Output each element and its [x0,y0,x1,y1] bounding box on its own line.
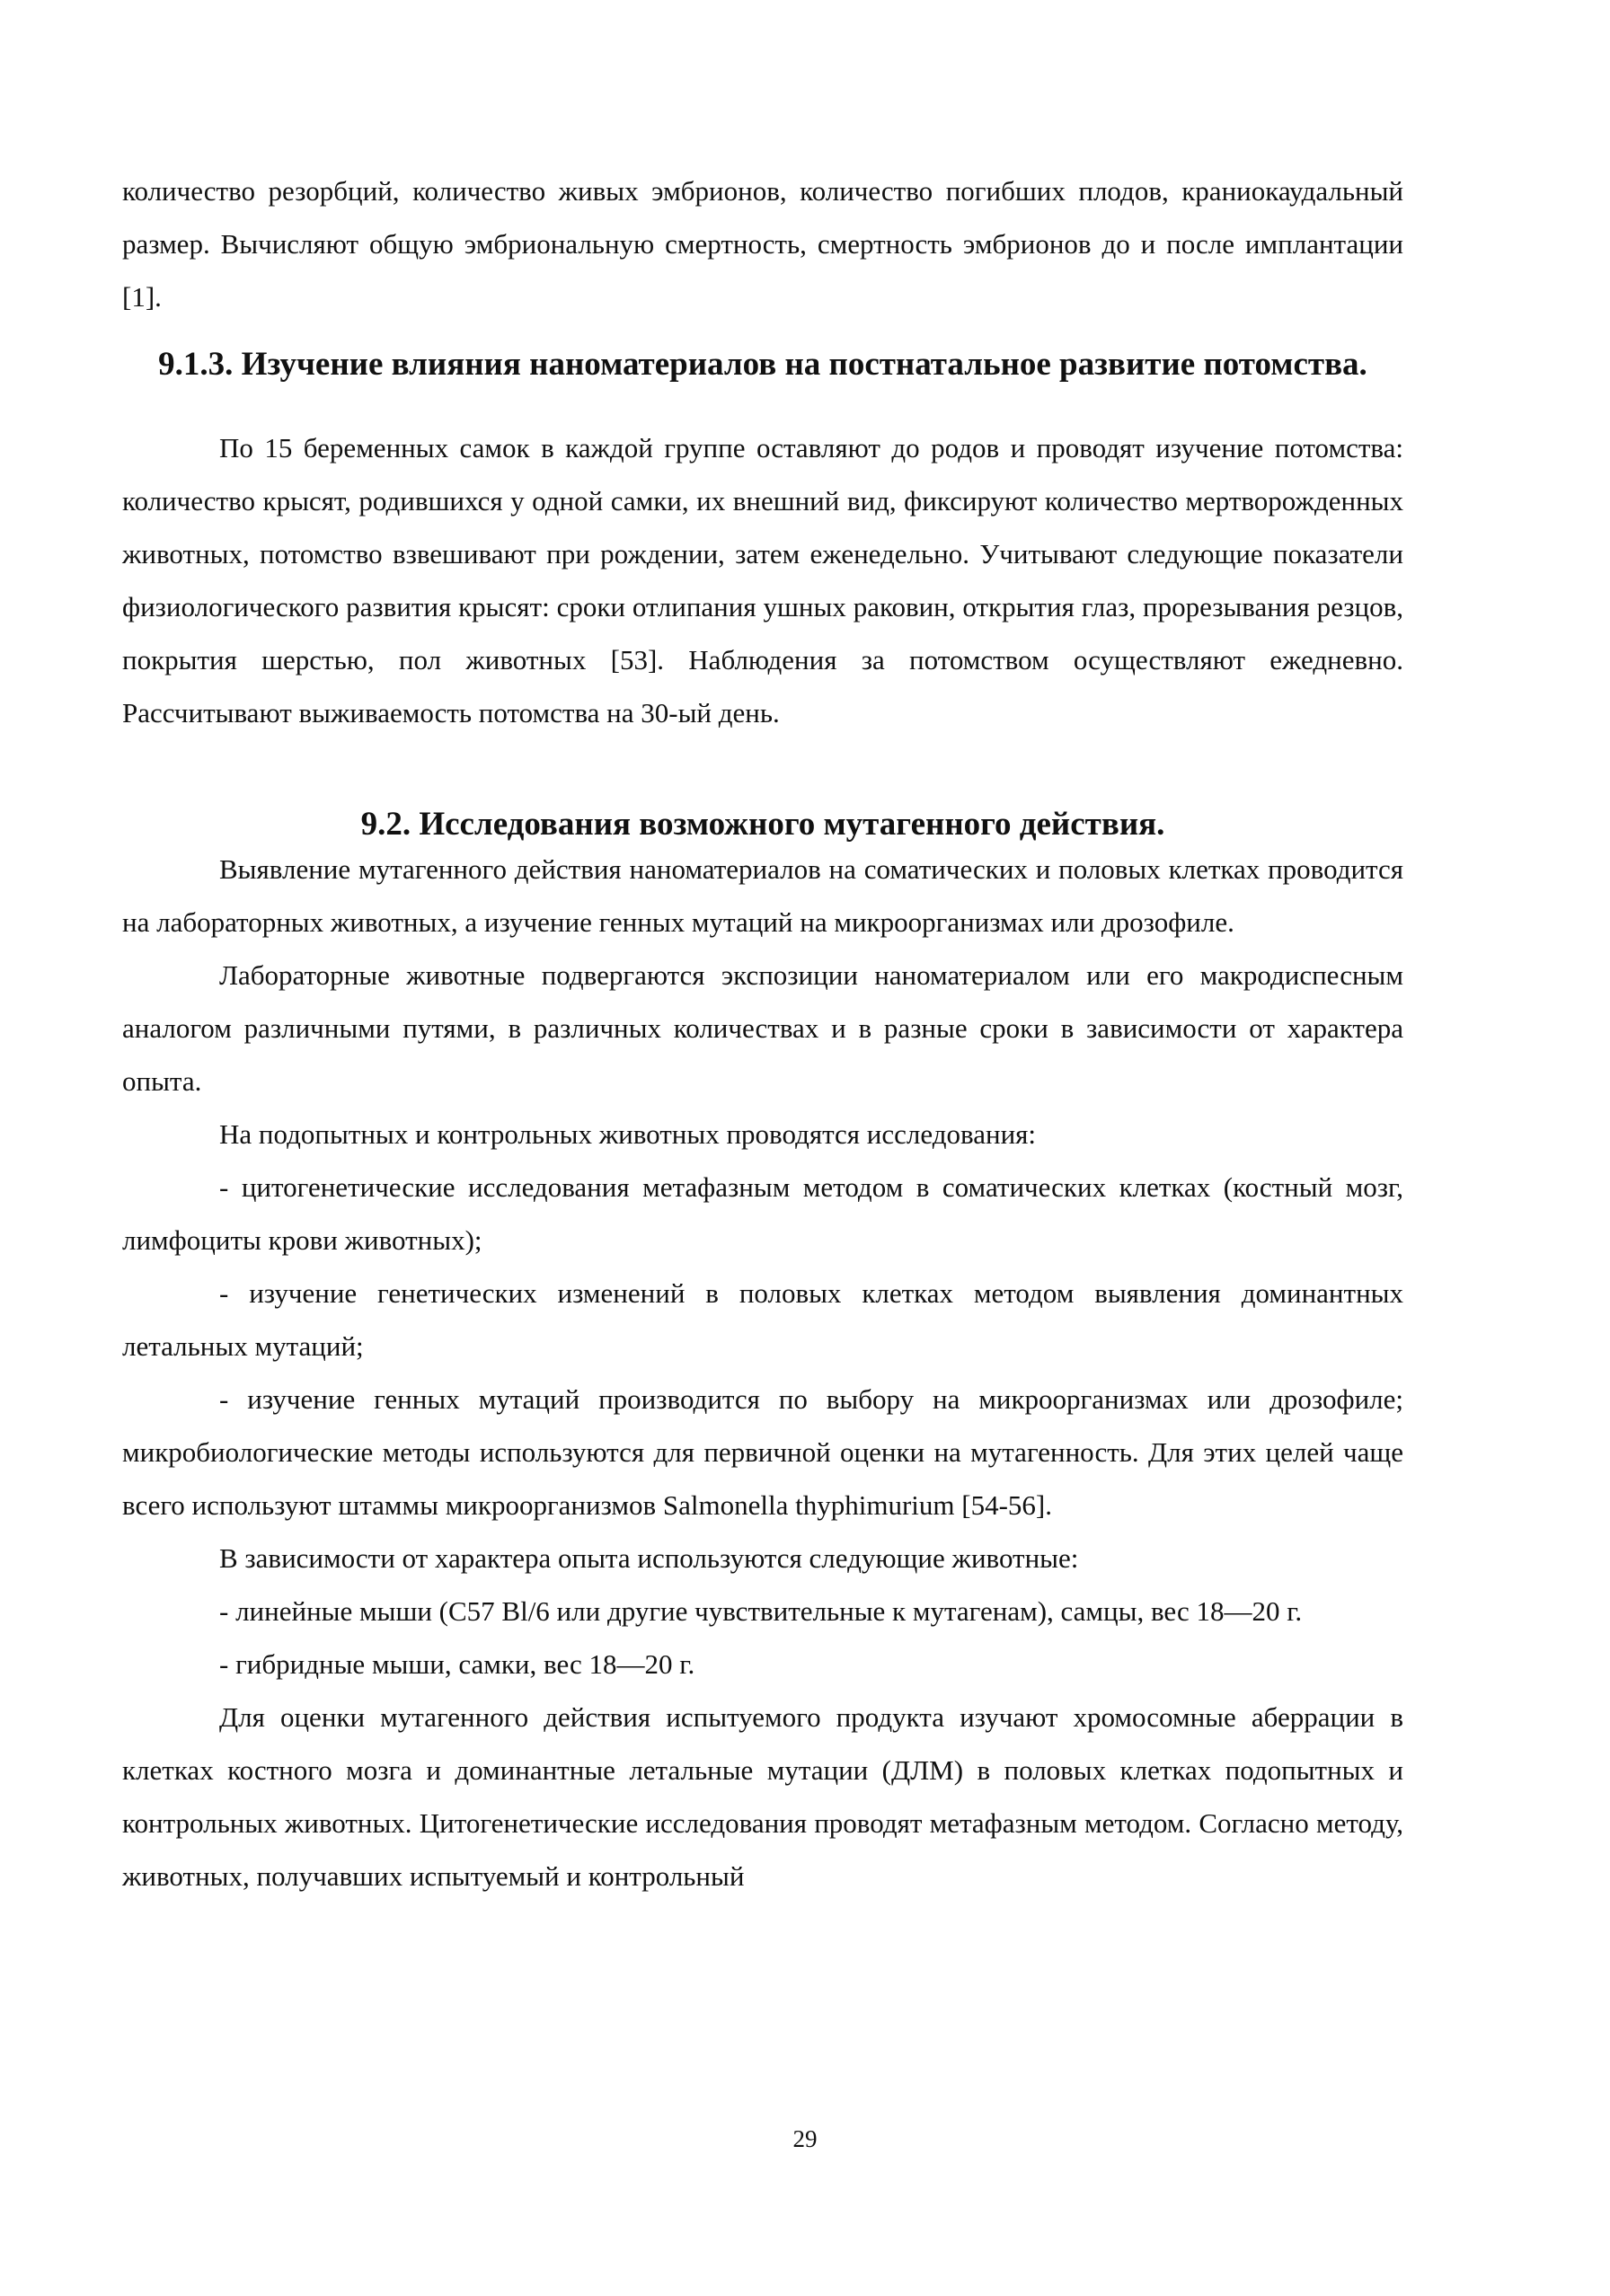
paragraph-text: Выявление мутагенного действия наноматериалов на соматических и половых клетках проводится на лабораторных животных, а изучение генных мутаций на микроорганизмах или дрозофиле. [122,853,1403,938]
list-item: - изучение генных мутаций производится по выбору на микроорганизмах или дрозофиле; микробиологические методы используются для первичной оценки на мутагенность. Для этих целей чаще всего используют штаммы микроорганизмов Salmonella thyphimurium [54-56]. [122,1383,1403,1521]
paragraph-text: количество резорбций, количество живых эмбрионов, количество погибших плодов, краниокаудальный размер. Вычисляют общую эмбриональную смертность, смертность эмбрионов до и после имплантации [1]. [122,175,1403,313]
list-item: - гибридные мыши, самки, вес 18—20 г. [219,1648,695,1680]
paragraph-text: Для оценки мутагенного действия испытуемого продукта изучают хромосомные аберрации в клетках костного мозга и доминантные летальные мутации (ДЛМ) в половых клетках подопытных и контрольных животных. Цитогенетические исследования проводят метафазным методом. Согласно методу, животных, получавших испытуемый и контрольный [122,1701,1403,1892]
paragraph-text: В зависимости от характера опыта используются следующие животные: [219,1542,1079,1574]
list-item: - линейные мыши (С57 Bl/6 или другие чувствительные к мутагенам), самцы, вес 18—20 г. [219,1595,1303,1627]
postnatal-paragraph [122,421,1403,739]
section-heading-9-2: 9.2. Исследования возможного мутагенного действия. [360,806,1165,843]
list-item: - цитогенетические исследования метафазным методом в соматических клетках (костный мозг, лимфоциты крови животных); [122,1171,1403,1256]
section-heading-9-1-3: 9.1.3. Изучение влияния наноматериалов на постнатальное развитие потомства. [158,346,1367,383]
page-number: 29 [792,2125,818,2152]
paragraph-text: Лабораторные животные подвергаются экспозиции наноматериалом или его макродиспесным аналогом различными путями, в различных количествах и в разные сроки в зависимости от характера опыта. [122,959,1403,1097]
mutagenic-section-body [122,843,1403,1903]
paragraph-text: По 15 беременных самок в каждой группе оставляют до родов и проводят изучение потомства: количество крысят, родившихся у одной самки, их внешний вид, фиксируют количество мертворожденных животных, потомство взвешивают при рождении, затем еженедельно. Учитывают следующие показатели физиологического развития крысят: сроки отлипания ушных раковин, открытия глаз, прорезывания резцов, покрытия шерстью, пол животных [53]. Наблюдения за потомством осуществляют ежедневно. Рассчитывают выживаемость потомства на 30-ый день. [122,432,1403,729]
list-item: - изучение генетических изменений в половых клетках методом выявления доминантных летальных мутаций; [122,1277,1403,1362]
continuation-paragraph [122,164,1403,323]
paragraph-text: На подопытных и контрольных животных проводятся исследования: [219,1118,1037,1150]
